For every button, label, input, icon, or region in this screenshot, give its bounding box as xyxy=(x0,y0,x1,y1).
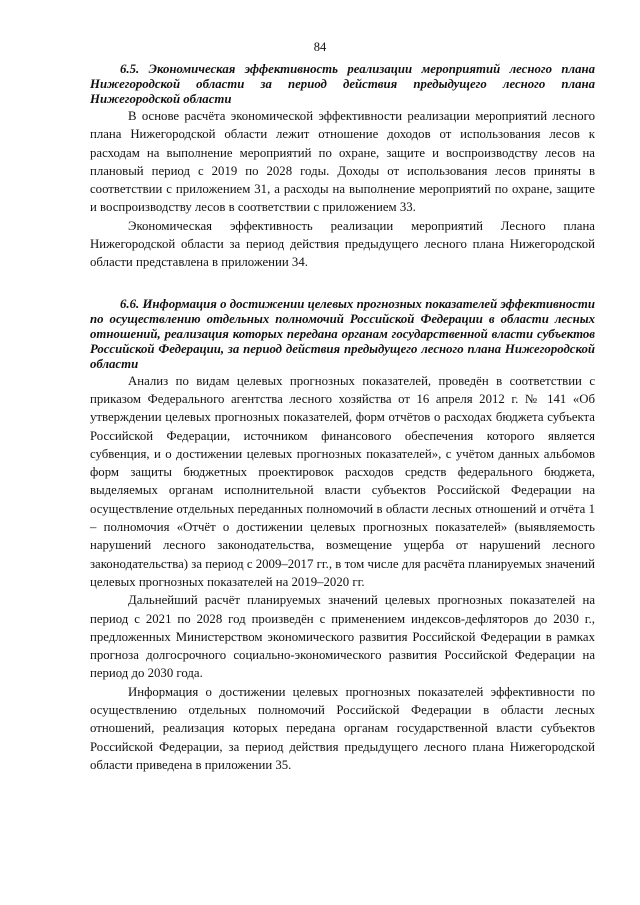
section-6-6-paragraph-1: Анализ по видам целевых прогнозных показателей, проведён в соответствии с приказом Федерального агентства лесного хозяйства от 16 апреля 2012 г. № 141 «Об утверждении целевых прогнозных показателей, форм отчётов о расходах бюджета субъекта Российской Федерации, источником финансового обеспечения которого является субвенция, и о достижении целевых прогнозных показателей», с учётом данных альбомов форм защиты бюджетных проектировок расходов средств федерального бюджета, выделяемых органам исполнительной власти субъектов Российской Федерации на осуществление отдельных переданных полномочий в области лесных отношений и отчёта 1 – полномочия «Отчёт о достижении целевых прогнозных показателей» (выявляемость нарушений лесного законодательства, возмещение ущерба от нарушений лесного законодательства) за период с 2009–2017 гг., в том числе для расчёта планируемых значений целевых прогнозных показателей на 2019–2020 гг. xyxy=(90,373,595,589)
page-content xyxy=(90,62,595,774)
section-6-6-paragraph-2: Дальнейший расчёт планируемых значений целевых прогнозных показателей на период с 2021 по 2028 год произведён с применением индексов-дефляторов до 2030 г., предложенных Министерством экономического развития Российской Федерации в рамках прогноза долгосрочного социально-экономического развития Российской Федерации на период до 2030 года. xyxy=(90,593,595,681)
section-6-5-paragraph-1: В основе расчёта экономической эффективности реализации мероприятий лесного плана Нижегородской области лежит отношение доходов от использования лесов к расходам на выполнение мероприятий по охране, защите и воспроизводству лесов на плановый период с 2019 по 2028 годы. Доходы от использования лесов приняты в соответствии с приложением 31, а расходы на выполнение мероприятий по охране, защите и воспроизводству лесов в соответствии с приложением 33. xyxy=(90,109,595,215)
section-6-6-heading: 6.6. Информация о достижении целевых прогнозных показателей эффективности по осуществлению отдельных полномочий Российской Федерации в области лесных отношений, реализация которых передана органам государственной власти субъектов Российской Федерации, за период действия предыдущего лесного плана Нижегородской области xyxy=(90,296,595,371)
section-6-5-paragraph-2: Экономическая эффективность реализации мероприятий Лесного плана Нижегородской области за период действия предыдущего лесного плана Нижегородской области представлена в приложении 34. xyxy=(90,218,595,270)
page-number: 84 xyxy=(313,40,327,54)
section-6-5-heading: 6.5. Экономическая эффективность реализации мероприятий лесного плана Нижегородской области за период действия предыдущего лесного плана Нижегородской области xyxy=(90,62,595,106)
section-6-6-paragraph-3: Информация о достижении целевых прогнозных показателей эффективности по осуществлению отдельных полномочий Российской Федерации в области лесных отношений, реализация которых передана органам государственной власти субъектов Российской Федерации, за период действия предыдущего лесного плана Нижегородской области приведена в приложении 35. xyxy=(90,684,595,772)
